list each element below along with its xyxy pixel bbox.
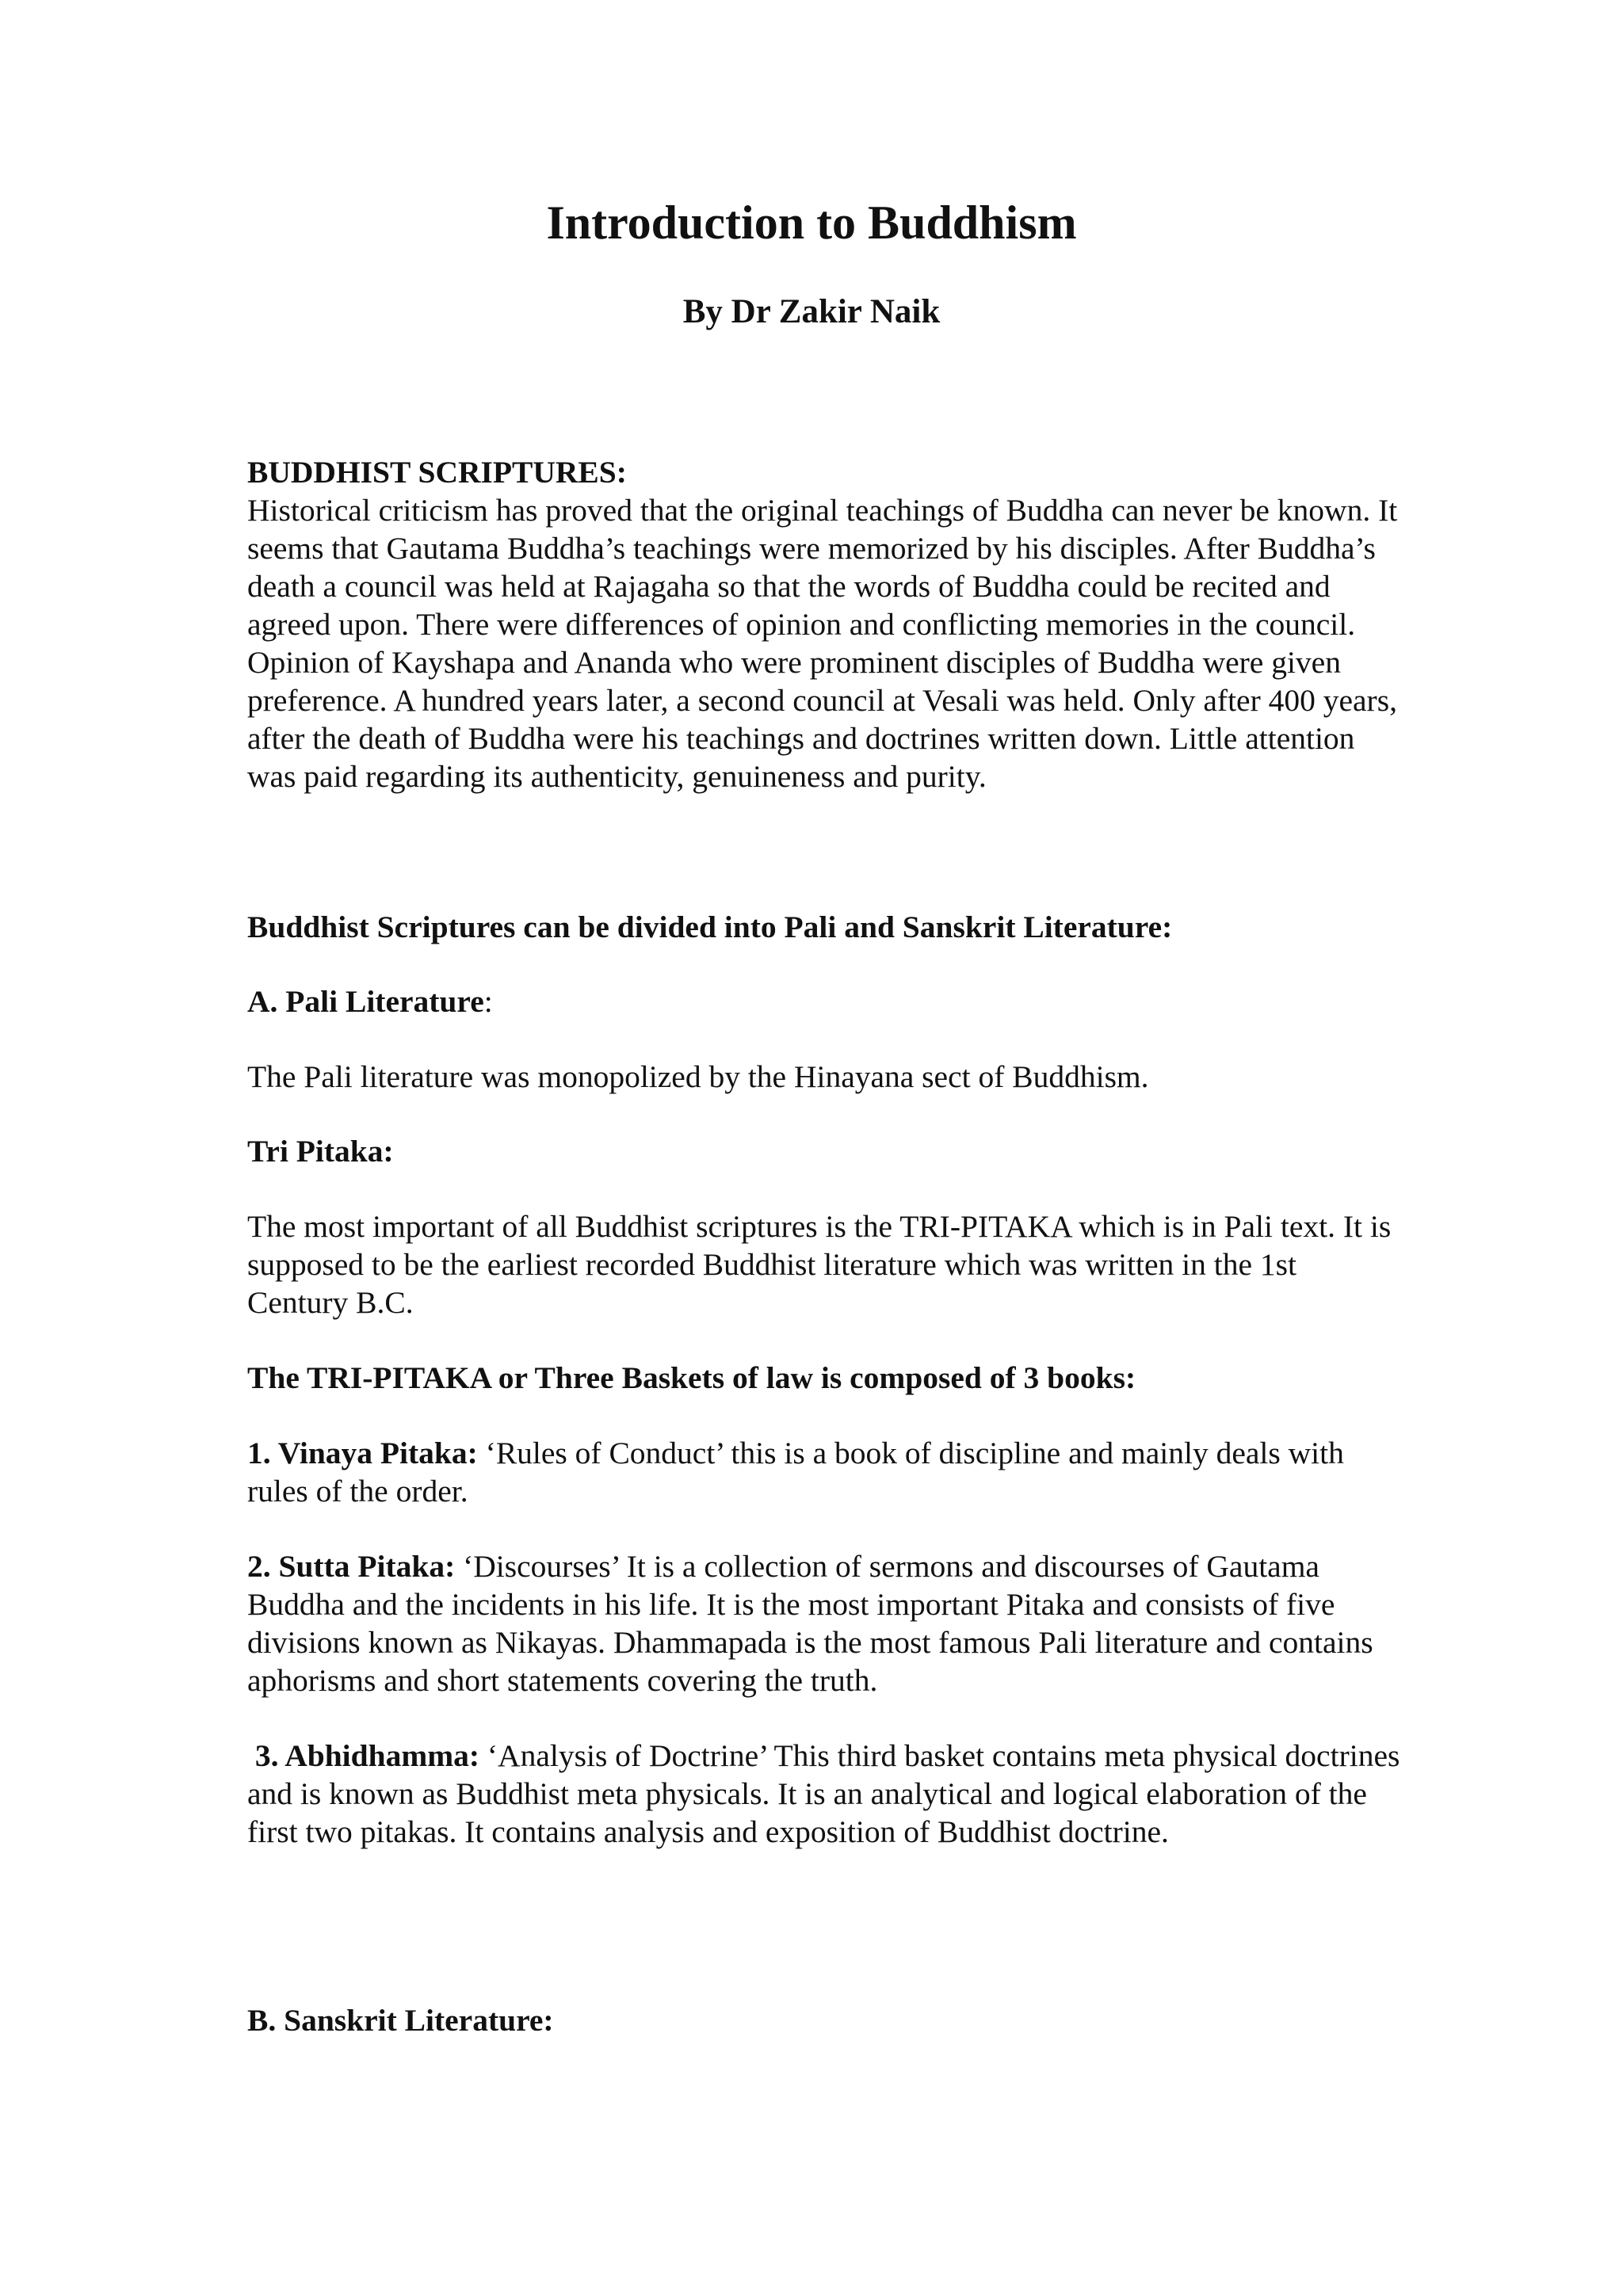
book-text: ‘Rules of Conduct’ this is a book of discipline and mainly deals with rules of the order. — [247, 1436, 1344, 1508]
pali-paragraph: The Pali literature was monopolized by the Hinayana sect of Buddhism. — [247, 1059, 1149, 1094]
section-heading-buddhist-scriptures: BUDDHIST SCRIPTURES: — [247, 455, 627, 490]
pali-heading-colon: : — [483, 984, 493, 1019]
sanskrit-heading: B. Sanskrit Literature: — [247, 2003, 554, 2038]
book-text: ‘Discourses’ It is a collection of sermons and discourses of Gautama Buddha and the incidents in his life. It is the most important Pitaka and consists of five divisions known as Nikayas. Dhammapada is the most famous Pali literature and contains aphorisms and short statements covering the truth. — [247, 1549, 1373, 1698]
tri-pitaka-books-heading: The TRI-PITAKA or Three Baskets of law is composed of 3 books: — [247, 1360, 1136, 1395]
book-label: 2. Sutta Pitaka: — [247, 1549, 456, 1584]
pali-heading — [247, 982, 1404, 1020]
tri-pitaka-heading: Tri Pitaka: — [247, 1134, 394, 1169]
intro-paragraph: Historical criticism has proved that the original teachings of Buddha can never be known. It seems that Gautama Buddha’s teachings were memorized by his disciples. After Buddha’s death a council was held at Rajagaha so that the words of Buddha could be recited and agreed upon. There were differences of opinion and conflicting memories in the council. Opinion of Kayshapa and Ananda who were prominent disciples of Buddha were given preference. A hundred years later, a second council at Vesali was held. Only after 400 years, after the death of Buddha were his teachings and doctrines written down. Little attention was paid regarding its authenticity, genuineness and purity. — [247, 493, 1398, 794]
document-title: Introduction to Buddhism — [546, 196, 1077, 249]
book-text: ‘Analysis of Doctrine’ This third basket contains meta physical doctrines and is known as Buddhist meta physicals. It is an analytical and logical elaboration of the first two pitakas. It contains analysis and exposition of Buddhist doctrine. — [247, 1738, 1408, 1849]
pali-heading-label: A. Pali Literature — [247, 984, 484, 1019]
book-item-vinaya-pitaka — [247, 1434, 1404, 1510]
book-label: 3. Abhidhamma: — [247, 1738, 480, 1773]
book-item-abhidhamma — [247, 1737, 1408, 1851]
document-author: By Dr Zakir Naik — [682, 293, 941, 330]
book-label: 1. Vinaya Pitaka: — [247, 1436, 478, 1470]
tri-pitaka-paragraph: The most important of all Buddhist scriptures is the TRI-PITAKA which is in Pali text. It is supposed to be the earliest recorded Buddhist literature which was written in the 1st Century B.C. — [247, 1209, 1392, 1320]
division-heading: Buddhist Scriptures can be divided into Pali and Sanskrit Literature: — [247, 910, 1173, 944]
book-item-sutta-pitaka — [247, 1547, 1404, 1699]
